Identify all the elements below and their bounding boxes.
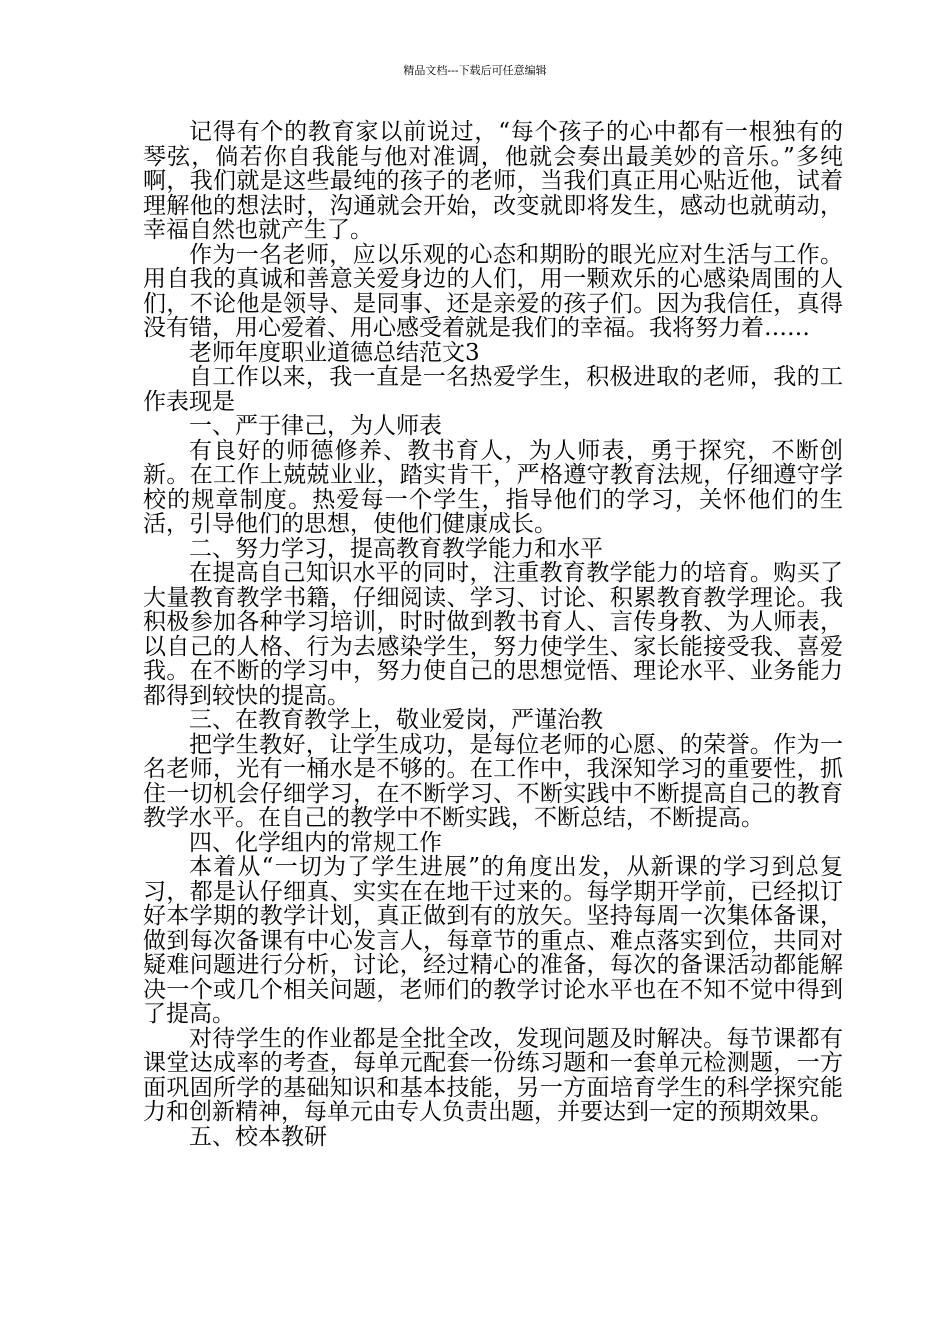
paragraph: 本着从“一切为了学生进展”的角度出发，从新课的学习到总复习，都是认仔细真、实实在在地干过来的。每学期开学前，已经拟订好本学期的教学计划，真正做到有的放矢。坚持每周一次集体备课，做到每次备课有中心发言人，每章节的重点、难点落实到位，共同对疑难问题进行分析，讨论，经过精心的准备，每次的备课活动都能解决一个或几个相关问题，老师们的教学讨论水平也在不知不觉中得到了提高。 [143, 854, 843, 1027]
paragraph: 自工作以来，我一直是一名热爱学生，积极进取的老师，我的工作表现是 [143, 364, 843, 415]
section-heading: 五、校本教研 [189, 1123, 327, 1150]
paragraph: 把学生教好，让学生成功，是每位老师的心愿、的荣誉。作为一名老师，光有一桶水是不够的。在工作中，我深知学习的重要性，抓住一切机会仔细学习，在不断学习、不断实践中不断提高自己的教育教学水平。在自己的教学中不断实践，不断总结，不断提高。 [143, 731, 843, 831]
section-heading: 一、严于律己，为人师表 [189, 413, 442, 439]
section-heading: 四、化学组内的常规工作 [189, 829, 442, 856]
paragraph: 有良好的师德修养、教书育人，为人师表，勇于探究，不断创新。在工作上兢兢业业，踏实肯干，严格遵守教育法规，仔细遵守学校的规章制度。热爱每一个学生，指导他们的学习，关怀他们的生活，引导他们的思想，使他们健康成长。 [143, 437, 843, 537]
paragraph: 作为一名老师，应以乐观的心态和期盼的眼光应对生活与工作。用自我的真诚和善意关爱身边的人们，用一颗欢乐的心感染周围的人们，不论他是领导、是同事、还是亲爱的孩子们。因为我信任，真得没有错，用心爱着、用心感受着就是我们的幸福。我将努力着…… [143, 241, 843, 341]
page-header: 精品文档---下载后可任意编辑 [403, 64, 547, 77]
paragraph: 在提高自己知识水平的同时，注重教育教学能力的培育。购买了大量教育教学书籍，仔细阅读、学习、讨论、积累教育教学理论。我积极参加各种学习培训，时时做到教书育人、言传身教、为人师表，以自己的人格、行为去感染学生，努力使学生、家长能接受我、喜爱我。在不断的学习中，努力使自己的思想觉悟、理论水平、业务能力都得到较快的提高。 [143, 560, 843, 709]
section-heading: 二、努力学习，提高教育教学能力和水平 [189, 535, 603, 562]
section-heading: 三、在教育教学上，敬业爱岗，严谨治教 [189, 707, 603, 733]
document-body [143, 120, 843, 1149]
paragraph: 记得有个的教育家以前说过，“每个孩子的心中都有一根独有的琴弦，倘若你自我能与他对准调，他就会奏出最美妙的音乐。”多纯啊，我们就是这些最纯的孩子的老师，当我们真正用心贴近他，试着理解他的想法时，沟通就会开始，改变就即将发生，感动也就萌动，幸福自然也就产生了。 [143, 119, 843, 243]
section-title: 老师年度职业道德总结范文3 [189, 339, 480, 366]
paragraph: 对待学生的作业都是全批全改，发现问题及时解决。每节课都有课堂达成率的考查，每单元配套一份练习题和一套单元检测题，一方面巩固所学的基础知识和基本技能，另一方面培育学生的科学探究能力和创新精神，每单元由专人负责出题，并要达到一定的预期效果。 [143, 1025, 843, 1125]
